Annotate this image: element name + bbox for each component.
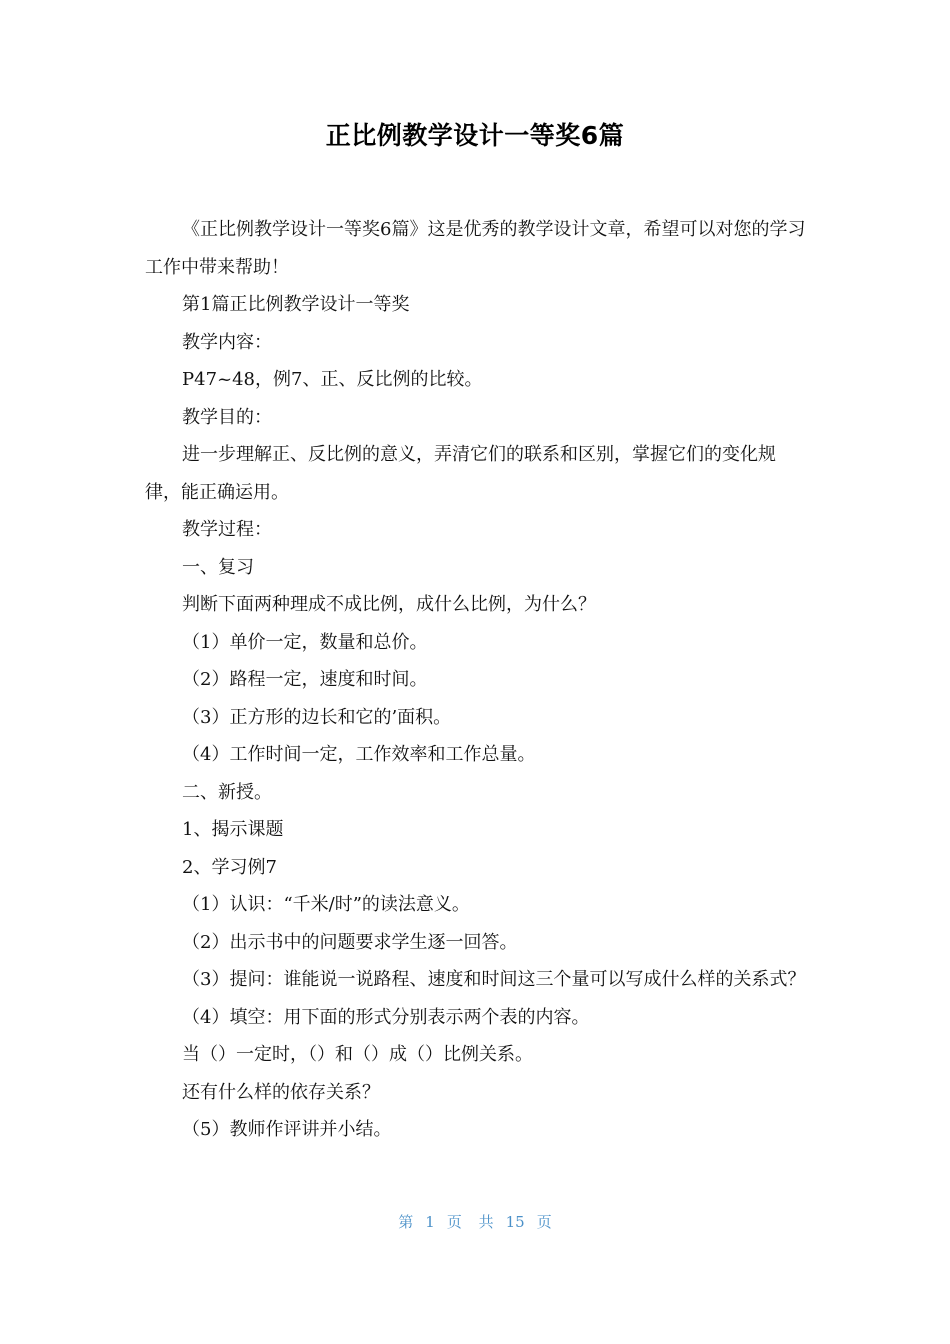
footer-total-pages: 15 bbox=[505, 1213, 525, 1231]
paragraph: 教学过程： bbox=[182, 519, 272, 540]
footer-label-of: 页 共 bbox=[446, 1213, 494, 1231]
paragraph: 教学内容： bbox=[182, 331, 272, 353]
document-title: 正比例教学设计一等奖6篇 bbox=[325, 121, 625, 150]
paragraph: 二、新授。 bbox=[182, 781, 272, 803]
paragraph: P47~48，例7、正、反比例的比较。 bbox=[182, 369, 483, 390]
paragraph: （5）教师作评讲并小结。 bbox=[182, 1119, 392, 1140]
paragraph: 第1篇正比例教学设计一等奖 bbox=[182, 294, 410, 315]
paragraph: 2、学习例7 bbox=[182, 856, 277, 878]
paragraph: 还有什么样的依存关系？ bbox=[182, 1081, 380, 1103]
paragraph: （3）提问：谁能说一说路程、速度和时间这三个量可以写成什么样的关系式？ bbox=[182, 969, 806, 990]
paragraph: 判断下面两种理成不成比例，成什么比例，为什么？ bbox=[182, 594, 596, 615]
paragraph: 《正比例教学设计一等奖6篇》这是优秀的教学设计文章，希望可以对您的学习工作中带来帮助！ bbox=[145, 219, 806, 278]
paragraph: （4）工作时间一定，工作效率和工作总量。 bbox=[182, 744, 536, 765]
page-footer bbox=[0, 1211, 950, 1232]
paragraph: （1）单价一定，数量和总价。 bbox=[182, 631, 428, 653]
paragraph: 教学目的： bbox=[182, 406, 272, 428]
paragraph: （4）填空：用下面的形式分别表示两个表的内容。 bbox=[182, 1006, 590, 1028]
document-body bbox=[145, 211, 807, 1149]
paragraph: 一、复习 bbox=[182, 556, 254, 578]
paragraph: （2）出示书中的问题要求学生逐一回答。 bbox=[182, 931, 518, 953]
paragraph: （3）正方形的边长和它的’面积。 bbox=[182, 706, 452, 728]
footer-current-page: 1 bbox=[425, 1213, 435, 1231]
paragraph: （2）路程一定，速度和时间。 bbox=[182, 669, 428, 690]
paragraph: （1）认识：“千米/时”的读法意义。 bbox=[182, 894, 470, 915]
paragraph: 1、揭示课题 bbox=[182, 819, 284, 840]
footer-label-page: 第 bbox=[398, 1213, 414, 1231]
paragraph: 当（）一定时，（）和（）成（）比例关系。 bbox=[182, 1044, 533, 1065]
paragraph: 进一步理解正、反比例的意义，弄清它们的联系和区别，掌握它们的变化规律，能正确运用。 bbox=[145, 444, 776, 503]
footer-label-pages: 页 bbox=[536, 1213, 552, 1231]
